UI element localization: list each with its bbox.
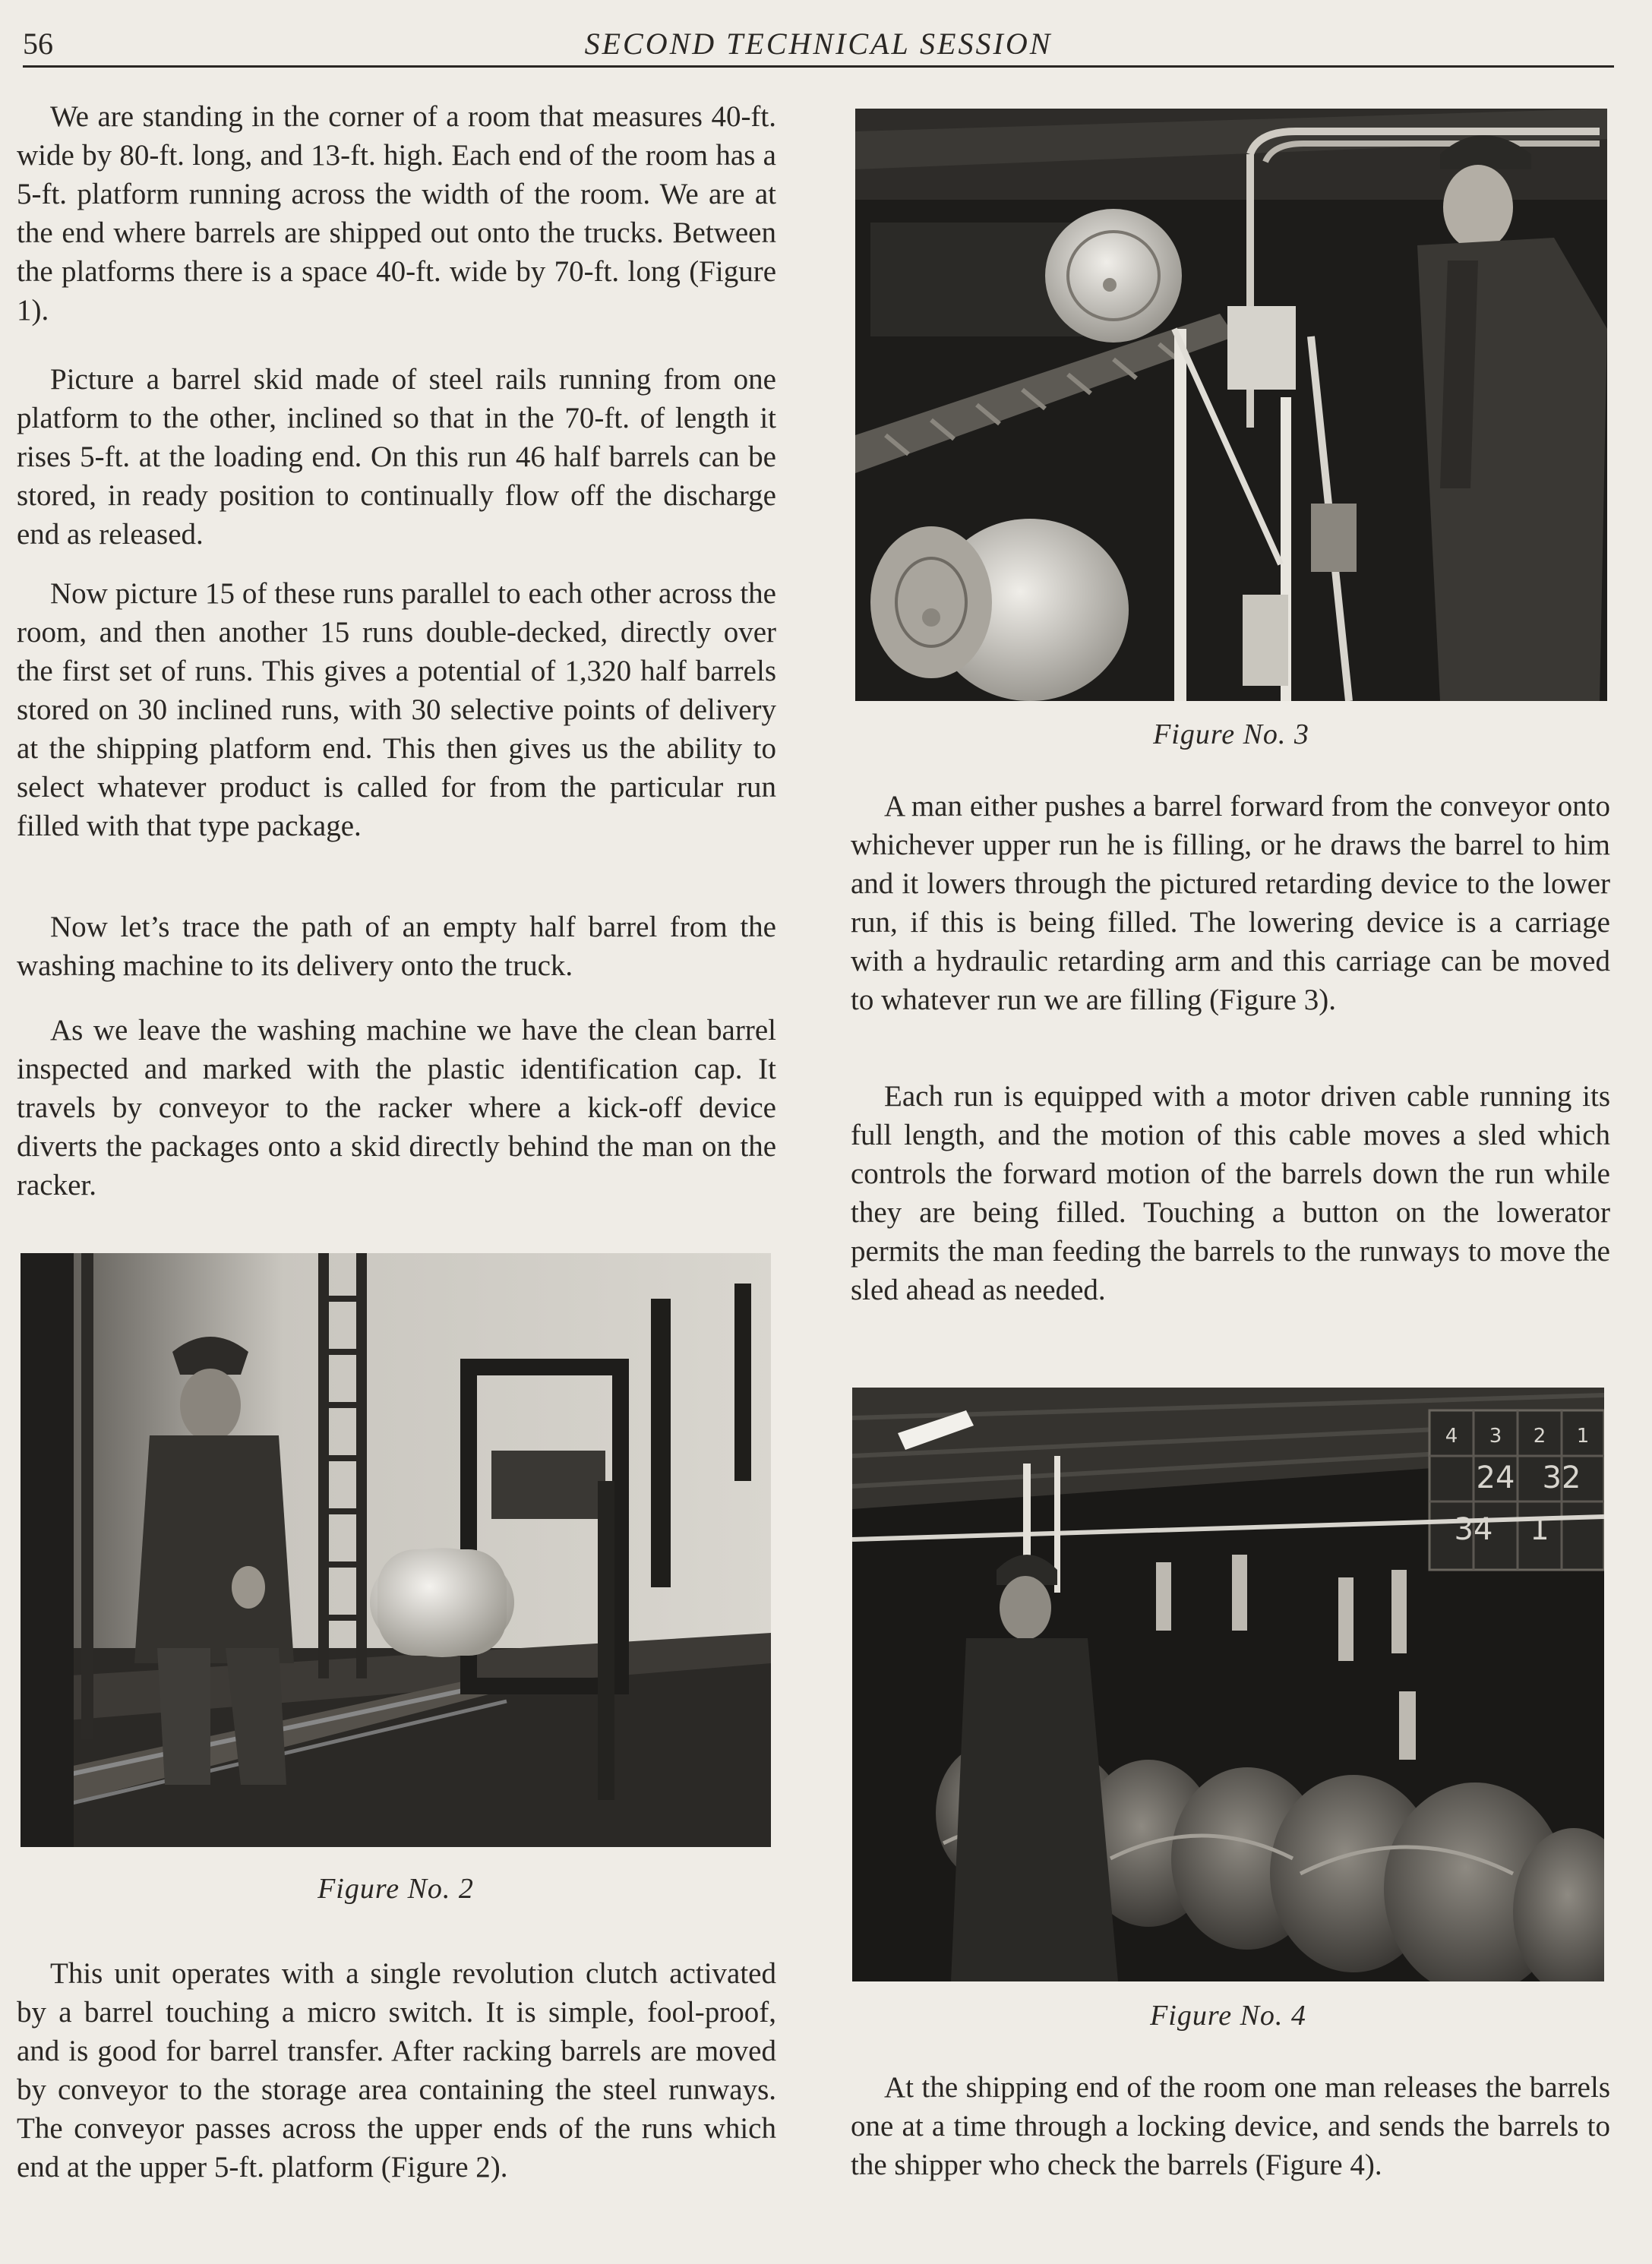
paragraph-washing-machine: As we leave the washing machine we have the clean barrel inspected and marked with the plastic identification cap. It travels by conveyor to the racker where a kick-off device diverts the packages onto a skid directly behind the man on the racker. xyxy=(17,1014,776,1201)
paragraph-barrel-skid: Picture a barrel skid made of steel rails running from one platform to the other, inclined so that in the 70-ft. of length it rises 5-ft. at the loading end. On this run 46 half barrels can be stored, in ready position to continually flow off the discharge end as released. xyxy=(17,363,776,551)
figure-4-board-label: 4 xyxy=(1445,1425,1458,1448)
figure-4-board-label: 1 xyxy=(1576,1425,1590,1448)
figure-3-photo xyxy=(855,109,1607,701)
page-header xyxy=(23,21,1614,68)
figure-2-photo xyxy=(21,1253,771,1847)
figure-4-board-label: 34 xyxy=(1454,1512,1493,1547)
figure-4-caption: Figure No. 4 xyxy=(1150,2000,1306,2032)
paragraph-parallel-runs: Now picture 15 of these runs parallel to each other across the room, and then another 15 runs double-decked, directly over the first set of runs. This gives a potential of 1,320 half barrels stored on 30 inclined runs, with 30 selective points of delivery at the shipping platform end. This then gives us the ability to select whatever product is called for from the particular run filled with that type package. xyxy=(17,577,776,842)
figure-4-board-label: 1 xyxy=(1530,1512,1549,1547)
running-head: SECOND TECHNICAL SESSION xyxy=(584,27,1053,61)
figure-2-caption: Figure No. 2 xyxy=(317,1873,474,1905)
paragraph-trace-path: Now let’s trace the path of an empty half barrel from the washing machine to its delivery onto the truck. xyxy=(17,911,776,982)
paragraph-shipping-end: At the shipping end of the room one man releases the barrels one at a time through a locking device, and sends the barrels to the shipper who check the barrels (Figure 4). xyxy=(851,2071,1610,2181)
figure-3-caption: Figure No. 3 xyxy=(1153,718,1309,750)
figure-4-photo xyxy=(852,1388,1604,1981)
figure-4-board-label: 24 xyxy=(1476,1460,1515,1495)
figure-4-board-label: 32 xyxy=(1542,1460,1581,1495)
paragraph-room-dimensions: We are standing in the corner of a room that measures 40-ft. wide by 80-ft. long, and 13-ft. high. Each end of the room has a 5-ft. platform running across the width of the room. We are at the end where barrels are shipped out onto the trucks. Between the platforms there is a space 40-ft. wide by 70-ft. long (Figure 1). xyxy=(17,100,776,327)
paragraph-revolution-clutch: This unit operates with a single revolution clutch activated by a barrel touching a micro switch. It is simple, fool-proof, and is good for barrel transfer. After racking barrels are moved by conveyor to the storage area containing the steel runways. The conveyor passes across the upper ends of the runs which end at the upper 5-ft. platform (Figure 2). xyxy=(17,1957,776,2183)
figure-4-board-label: 2 xyxy=(1533,1425,1546,1448)
paragraph-motor-driven-cable: Each run is equipped with a motor driven cable running its full length, and the motion of this cable moves a sled which controls the forward motion of the barrels down the run while they are being filled. Touching a button on the lowerator permits the man feeding the barrels to the runways to move the sled ahead as needed. xyxy=(851,1080,1610,1306)
page-number: 56 xyxy=(23,27,53,61)
figure-4-board-label: 3 xyxy=(1489,1425,1502,1448)
paragraph-retarding-device: A man either pushes a barrel forward from the conveyor onto whichever upper run he is filling, or he draws the barrel to him and it lowers through the pictured retarding device to the lower run, if this is being filled. The lowering device is a carriage with a hydraulic retarding arm and this carriage can be moved to whatever run we are filling (Figure 3). xyxy=(851,790,1610,1016)
